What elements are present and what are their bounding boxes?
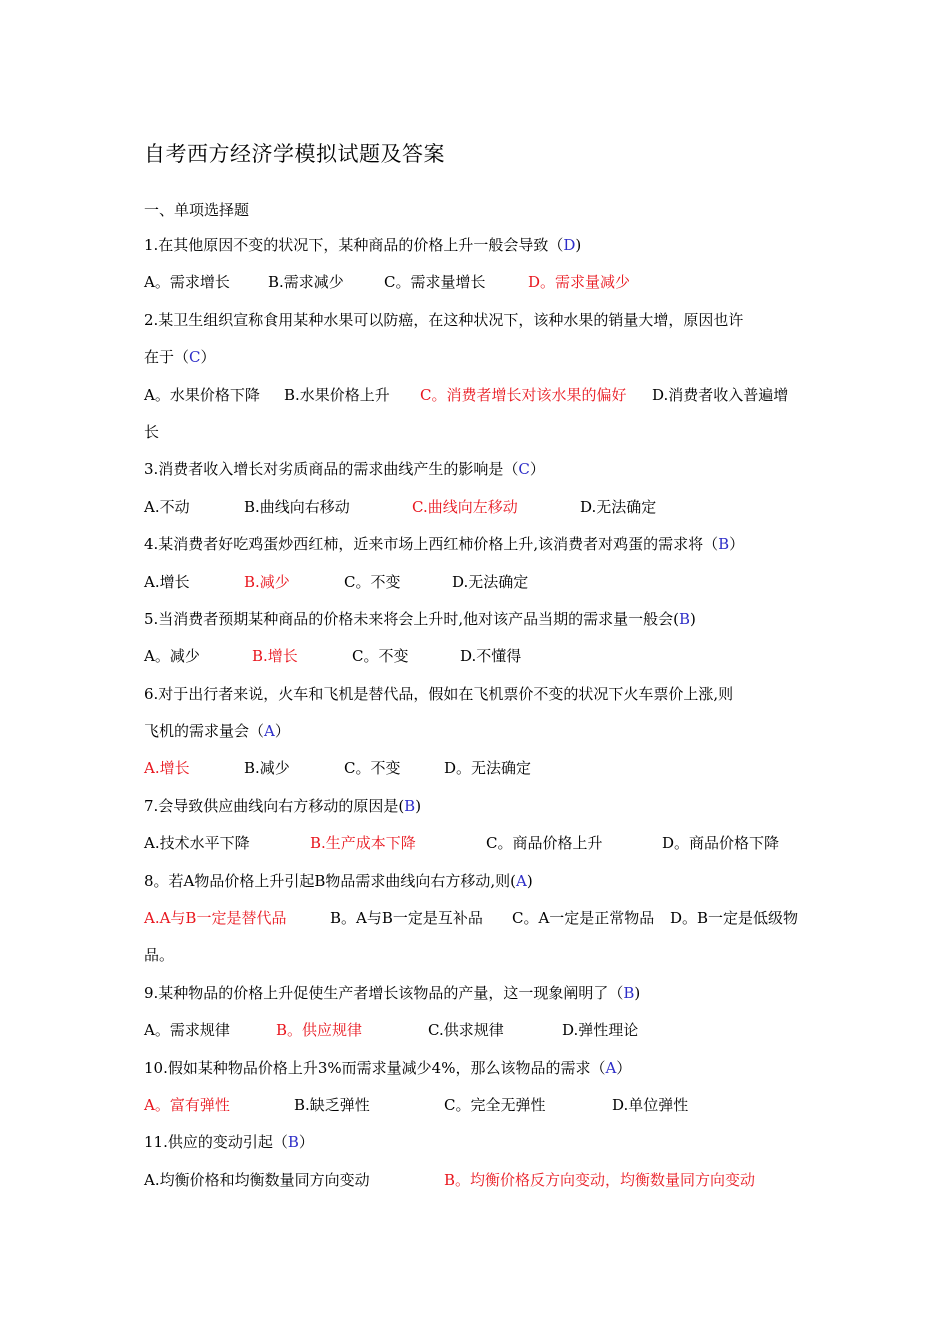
option-d: D.弹性理论 [562, 1021, 639, 1040]
option-c-correct: C。消费者增长对该水果的偏好 [420, 385, 627, 404]
option-d: D.消费者收入普遍增 [652, 385, 789, 404]
option-d: D.无法确定 [580, 497, 657, 516]
option-a: A。需求增长 [144, 273, 230, 292]
option-a-correct: A。富有弹性 [144, 1095, 230, 1114]
option-c: C。A一定是正常物品 [512, 909, 655, 928]
question-7: 7.会导致供应曲线向右方移动的原因是(B) [144, 796, 422, 815]
option-a: A。减少 [144, 647, 200, 666]
options-11 [144, 1169, 814, 1206]
section-heading: 一、单项选择题 [144, 201, 250, 219]
option-a: A。需求规律 [144, 1021, 230, 1040]
option-b: B.缺乏弹性 [294, 1095, 370, 1114]
answer-key: B [287, 1133, 299, 1152]
option-c: C。不变 [344, 759, 401, 778]
option-d: D.单位弹性 [612, 1095, 689, 1114]
option-b-correct: B。供应规律 [276, 1021, 363, 1040]
option-c-correct: C.曲线向左移动 [412, 497, 518, 516]
option-d: D。B一定是低级物 [670, 909, 799, 928]
options-8-cont: 品。 [144, 946, 175, 965]
option-d: D.无法确定 [452, 572, 529, 591]
question-9: 9.某种物品的价格上升促使生产者增长该物品的产量，这一现象阐明了（B) [144, 983, 641, 1002]
document-title: 自考西方经济学模拟试题及答案 [144, 142, 445, 166]
option-b-correct: B.减少 [244, 572, 290, 591]
answer-key: A [516, 871, 527, 890]
question-1: 1.在其他原因不变的状况下，某种商品的价格上升一般会导致（D) [144, 236, 582, 254]
question-3: 3.消费者收入增长对劣质商品的需求曲线产生的影响是（C） [144, 460, 545, 479]
option-b: B.需求减少 [268, 273, 344, 292]
option-d: D。商品价格下降 [662, 834, 780, 853]
option-b: B.减少 [244, 759, 290, 778]
option-c: C。不变 [344, 572, 401, 591]
answer-key: A [605, 1058, 617, 1077]
question-11: 11.供应的变动引起（B） [144, 1133, 314, 1152]
option-a: A。水果价格下降 [144, 385, 260, 404]
option-b: B。A与B一定是互补品 [330, 909, 483, 928]
options-2-cont: 长 [144, 422, 160, 441]
option-c: C.供求规律 [428, 1021, 504, 1040]
option-a: A.增长 [144, 572, 190, 591]
option-b-correct: B。均衡价格反方向变动，均衡数量同方向变动 [444, 1170, 756, 1189]
option-c: C。商品价格上升 [486, 834, 603, 853]
question-2-cont: 在于（C） [144, 348, 216, 367]
options-4 [144, 571, 814, 608]
answer-key: B [623, 983, 635, 1002]
option-a: A.技术水平下降 [144, 834, 250, 853]
option-c: C。需求量增长 [384, 273, 486, 292]
answer-key: A [264, 722, 275, 741]
question-6-cont: 飞机的需求量会（A） [144, 722, 290, 741]
option-d-correct: D。需求量减少 [528, 273, 631, 292]
options-6 [144, 757, 814, 794]
options-9 [144, 1019, 814, 1056]
options-3 [144, 496, 814, 533]
answer-key: D [563, 236, 576, 254]
options-1 [144, 271, 814, 308]
option-d: D。无法确定 [444, 759, 532, 778]
option-a-correct: A.A与B一定是替代品 [144, 909, 287, 928]
answer-key: C [518, 460, 530, 479]
question-10: 10.假如某种物品价格上升3%而需求量减少4%，那么该物品的需求（A） [144, 1058, 632, 1077]
options-7 [144, 832, 814, 869]
option-a-correct: A.增长 [144, 759, 190, 778]
option-a: A.不动 [144, 497, 190, 516]
answer-key: B [404, 796, 416, 815]
question-8: 8。若A物品价格上升引起B物品需求曲线向右方移动,则(A) [144, 871, 533, 890]
question-5: 5.当消费者预期某种商品的价格未来将会上升时,他对该产品当期的需求量一般会(B) [144, 609, 696, 628]
option-b-correct: B.增长 [252, 647, 298, 666]
option-d: D.不懂得 [460, 647, 522, 666]
question-4: 4.某消费者好吃鸡蛋炒西红柿，近来市场上西红柿价格上升,该消费者对鸡蛋的需求将（B） [144, 535, 745, 554]
option-c: C。完全无弹性 [444, 1095, 546, 1114]
option-b-correct: B.生产成本下降 [310, 834, 416, 853]
question-2: 2.某卫生组织宣称食用某种水果可以防癌，在这种状况下，该种水果的销量大增，原因也许 [144, 310, 744, 329]
answer-key: B [678, 609, 690, 628]
question-list [144, 234, 814, 1206]
options-10 [144, 1094, 814, 1131]
options-5 [144, 645, 814, 682]
option-b: B.曲线向右移动 [244, 497, 350, 516]
options-8 [144, 907, 814, 944]
answer-key: C [189, 348, 201, 367]
options-2 [144, 384, 814, 421]
option-b: B.水果价格上升 [284, 385, 390, 404]
option-c: C。不变 [352, 647, 409, 666]
question-6: 6.对于出行者来说，火车和飞机是替代品，假如在飞机票价不变的状况下火车票价上涨,则 [144, 684, 734, 703]
option-a: A.均衡价格和均衡数量同方向变动 [144, 1170, 370, 1189]
answer-key: B [718, 535, 730, 554]
